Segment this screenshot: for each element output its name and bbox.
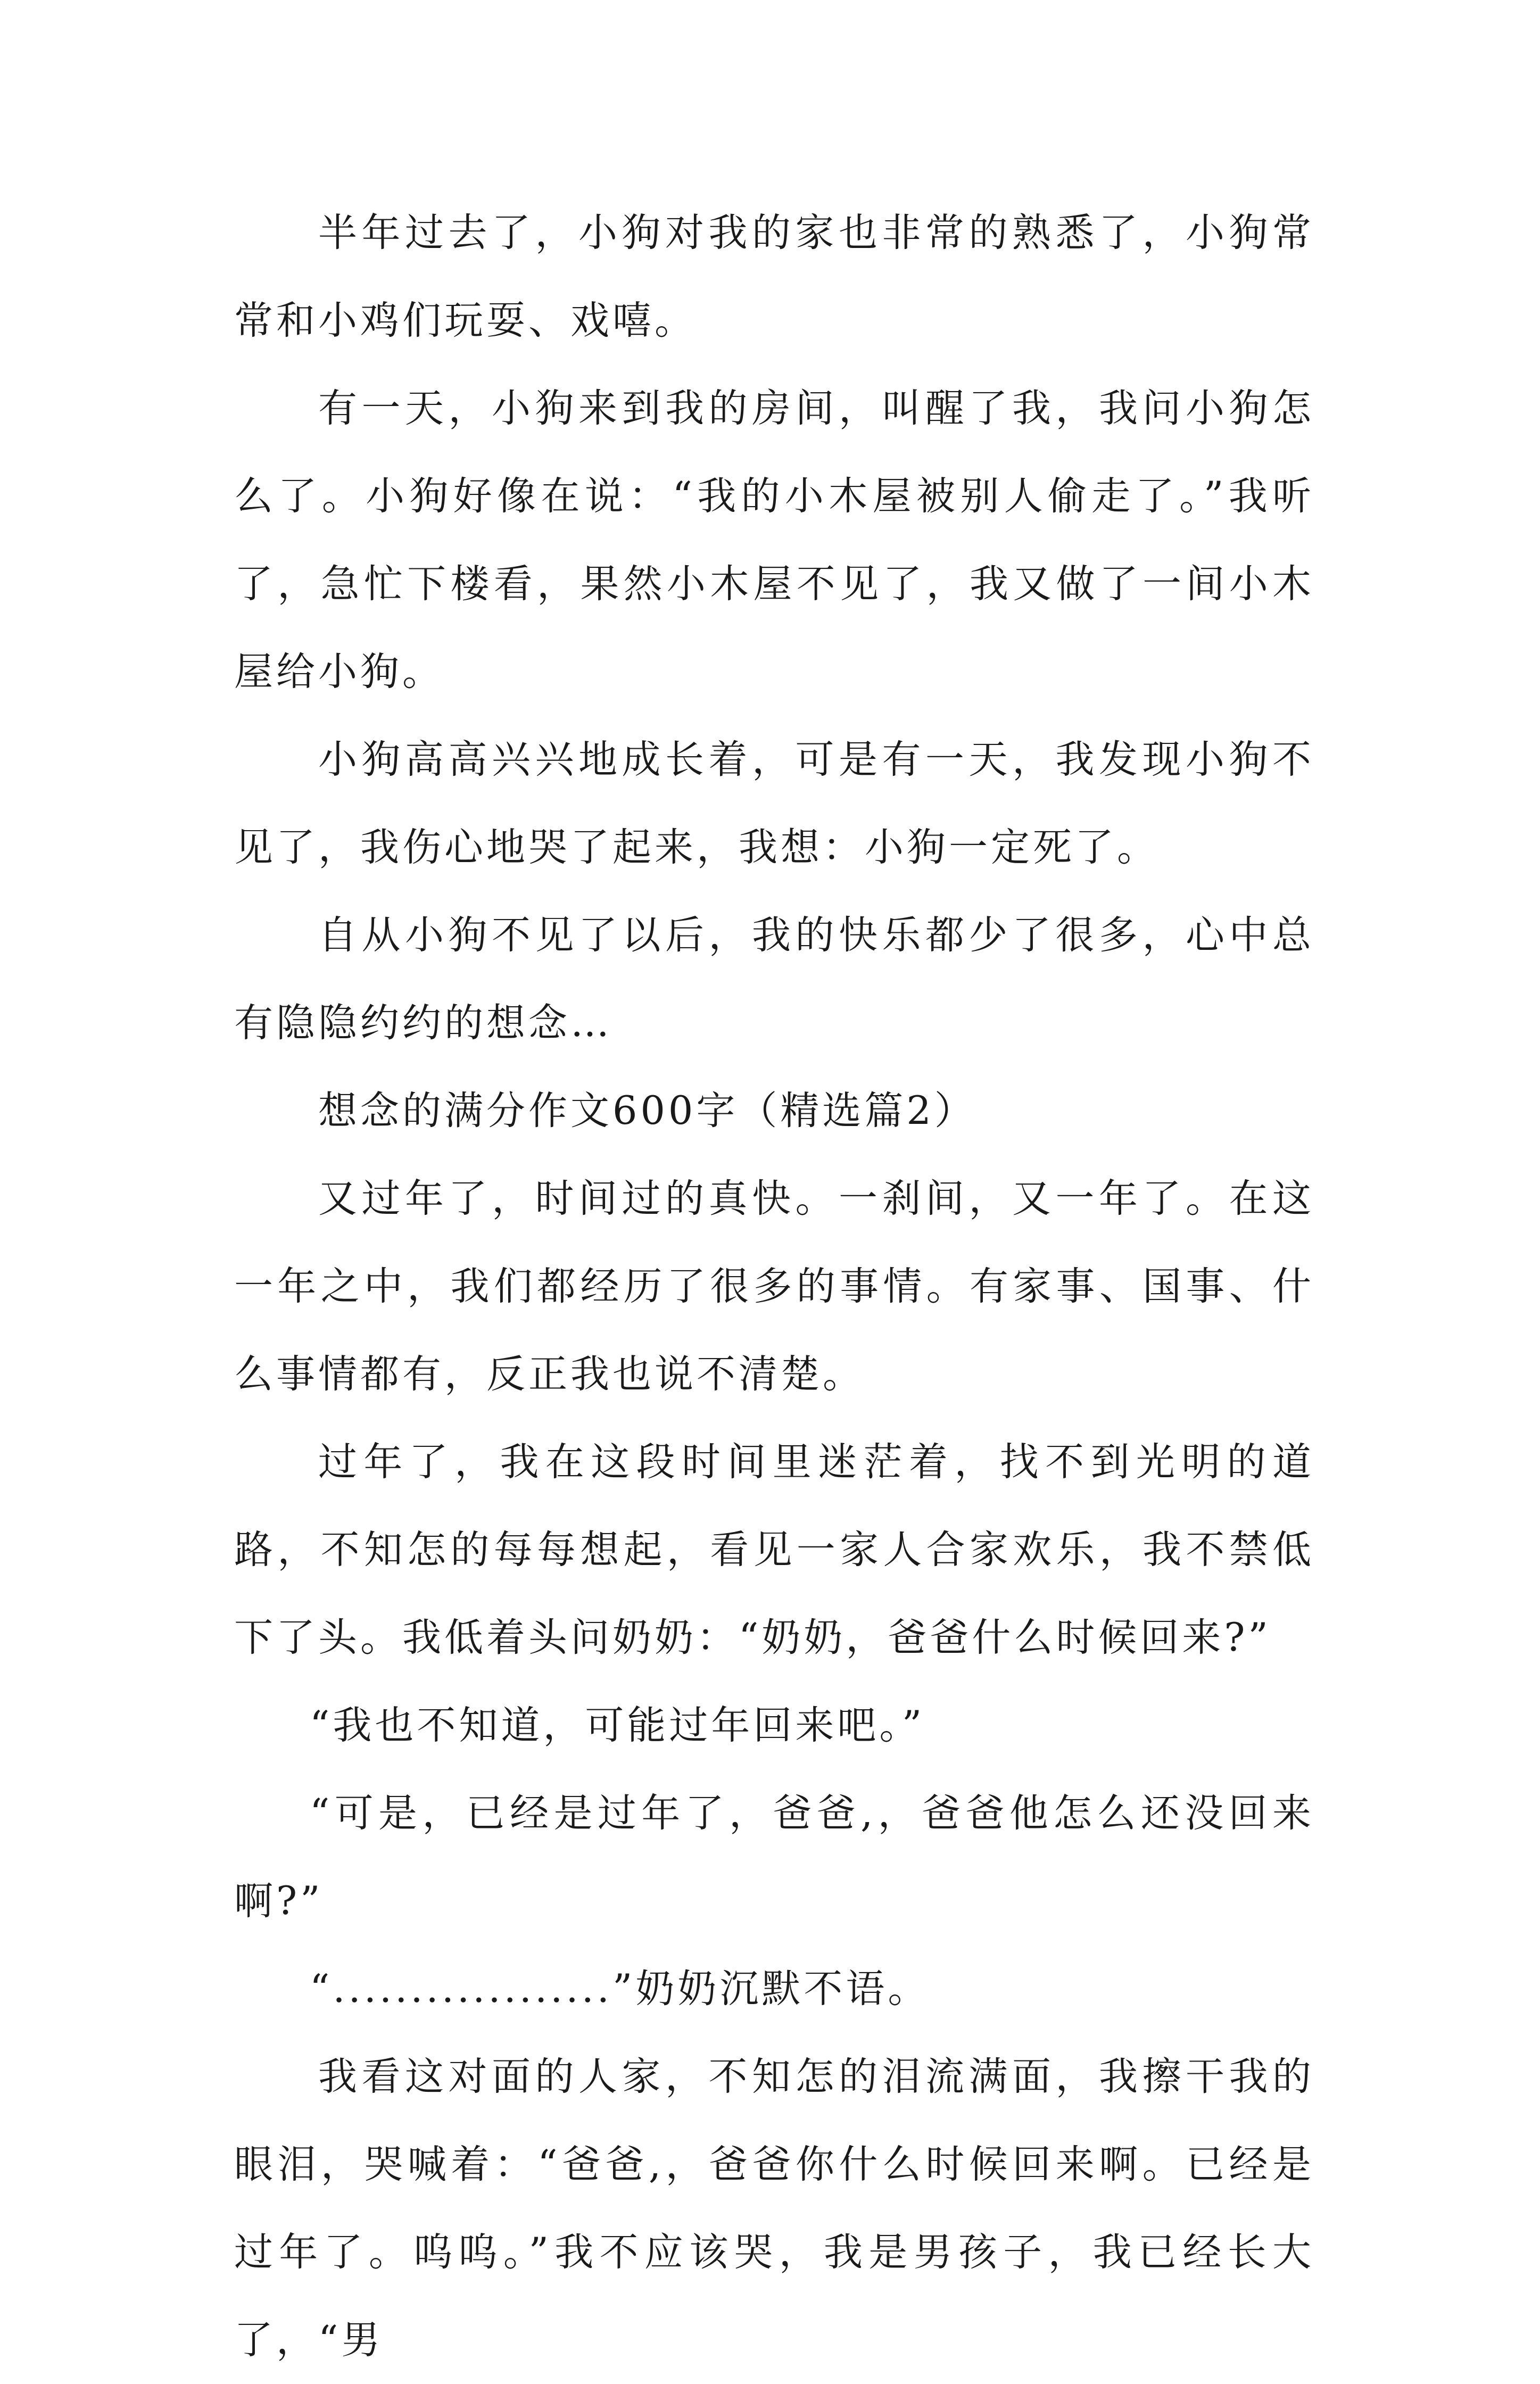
paragraph: 过年了，我在这段时间里迷茫着，找不到光明的道路，不知怎的每每想起，看见一家人合家欢乐，我不禁低下了头。我低着头问奶奶：“奶奶，爸爸什么时候回来?” xyxy=(234,1439,1314,1660)
paragraph: 半年过去了，小狗对我的家也非常的熟悉了，小狗常常和小鸡们玩耍、戏嘻。 xyxy=(234,210,1314,343)
paragraph: 自从小狗不见了以后，我的快乐都少了很多，心中总有隐隐约约的想念… xyxy=(234,913,1314,1046)
dialogue-paragraph: “可是，已经是过年了，爸爸,，爸爸他怎么还没回来啊?” xyxy=(234,1791,1314,1924)
section-heading: 想念的满分作文600字（精选篇2） xyxy=(318,1088,976,1133)
paragraph: 又过年了，时间过的真快。一刹间，又一年了。在这一年之中，我们都经历了很多的事情。有家事、国事、什么事情都有，反正我也说不清楚。 xyxy=(234,1176,1314,1397)
dialogue-paragraph: “我也不知道，可能过年回来吧。” xyxy=(310,1703,925,1748)
paragraph: 有一天，小狗来到我的房间，叫醒了我，我问小狗怎么了。小狗好像在说：“我的小木屋被别人偷走了。”我听了，急忙下楼看，果然小木屋不见了，我又做了一间小木屋给小狗。 xyxy=(234,386,1314,694)
paragraph: 我看这对面的人家，不知怎的泪流满面，我擦干我的眼泪，哭喊着：“爸爸,，爸爸你什么时候回来啊。已经是过年了。呜呜。”我不应该哭，我是男孩子，我已经长大了，“男 xyxy=(234,2054,1314,2363)
essay-body xyxy=(234,189,1314,2384)
dialogue-paragraph: “..................”奶奶沉默不语。 xyxy=(310,1966,930,2012)
paragraph: 小狗高高兴兴地成长着，可是有一天，我发现小狗不见了，我伤心地哭了起来，我想：小狗一定死了。 xyxy=(234,737,1314,870)
